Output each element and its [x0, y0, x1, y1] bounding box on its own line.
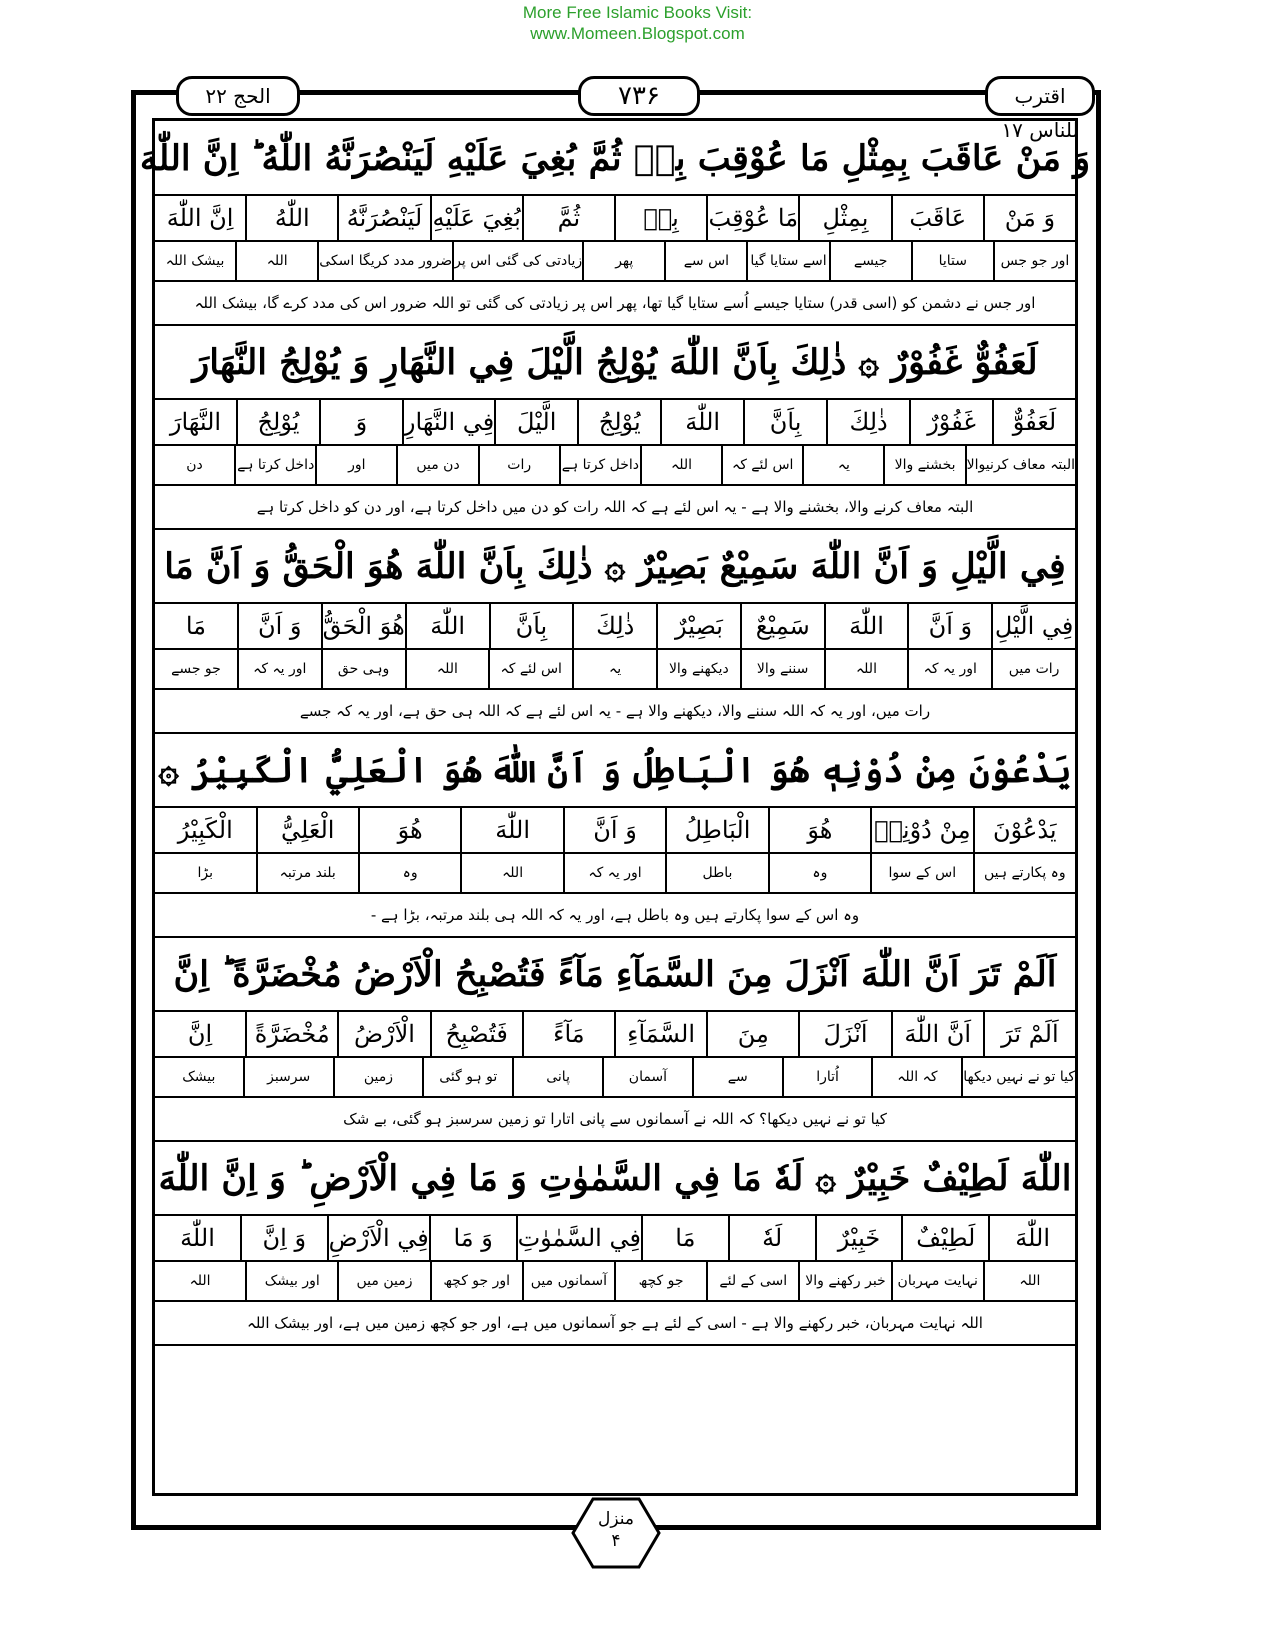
- arabic-word-cell: اَنَّ اللّٰهَ: [891, 1012, 983, 1056]
- arabic-word-cell: وَ: [319, 400, 402, 444]
- arabic-word-cell: بِاَنَّ: [743, 400, 826, 444]
- urdu-meaning-cell: اسی کے لئے: [706, 1262, 798, 1300]
- promo-line-2[interactable]: www.Momeen.Blogspot.com: [530, 24, 745, 43]
- arabic-word-cell: اَنْزَلَ: [798, 1012, 890, 1056]
- arabic-word-cell: لَعَفُوٌّ: [992, 400, 1075, 444]
- word-meaning-row: [155, 1262, 1075, 1302]
- arabic-word-cell: مَا: [641, 1216, 728, 1260]
- arabic-word-cell: لَطِيْفٌ: [901, 1216, 988, 1260]
- arabic-word-cell: فِي السَّمٰوٰتِ: [516, 1216, 641, 1260]
- arabic-word-cell: اللّٰهُ: [245, 196, 337, 240]
- urdu-meaning-cell: جو کچھ: [614, 1262, 706, 1300]
- arabic-word-cell: مُخْضَرَّةً: [245, 1012, 337, 1056]
- arabic-word-cell: اللّٰهَ: [824, 604, 908, 648]
- para-name-tab: [985, 76, 1095, 142]
- arabic-word-cell: ذٰلِكَ: [826, 400, 909, 444]
- word-by-word-row: [155, 196, 1075, 242]
- urdu-meaning-cell: اللہ: [405, 650, 489, 688]
- arabic-word-cell: مِنَ: [706, 1012, 798, 1056]
- urdu-meaning-cell: خبر رکھنے والا: [798, 1262, 890, 1300]
- promo-banner: [0, 2, 1275, 44]
- word-meaning-row: [155, 242, 1075, 282]
- urdu-meaning-cell: داخل کرتا ہے: [559, 446, 640, 484]
- urdu-meaning-cell: اور جو جس: [993, 242, 1075, 280]
- urdu-meaning-cell: اور بیشک: [245, 1262, 337, 1300]
- arabic-word-cell: لَهٗ: [728, 1216, 815, 1260]
- arabic-word-cell: وَ مَنْ: [983, 196, 1075, 240]
- urdu-meaning-cell: دن: [186, 457, 203, 473]
- urdu-meaning-cell: کہ اللہ: [871, 1058, 961, 1096]
- urdu-meaning-cell: رات میں: [991, 650, 1075, 688]
- urdu-meaning-cell: اس لئے کہ: [488, 650, 572, 688]
- word-meaning-row: [155, 854, 1075, 894]
- urdu-translation-line: اللہ نہایت مہربان، خبر رکھنے والا ہے - اسی کے لئے ہے جو آسمانوں میں ہے، اور جو کچھ زمین میں ہے، اور بیشک اللہ: [155, 1302, 1075, 1346]
- arabic-verse-line: لَعَفُوٌّ غَفُوْرٌ ۞ ذٰلِكَ بِاَنَّ اللّٰهَ يُوْلِجُ الَّيْلَ فِي النَّهَارِ وَ يُوْلِجُ النَّهَارَ: [155, 326, 1075, 400]
- arabic-word-cell: اللّٰهَ: [988, 1216, 1075, 1260]
- urdu-meaning-cell: اس لئے کہ: [721, 446, 802, 484]
- urdu-meaning-cell: اور یہ کہ: [237, 650, 321, 688]
- urdu-translation-line: البتہ معاف کرنے والا، بخشنے والا ہے - یہ اس لئے ہے کہ اللہ رات کو دن میں داخل کرتا ہے، اور دن کو داخل کرتا ہے: [155, 486, 1075, 530]
- urdu-meaning-cell: سننے والا: [740, 650, 824, 688]
- urdu-meaning-cell: پانی: [512, 1058, 602, 1096]
- verse-section: [155, 938, 1075, 1142]
- urdu-meaning-cell: آسمان: [602, 1058, 692, 1096]
- urdu-meaning-cell: ستایا: [911, 242, 993, 280]
- verse-section: [155, 734, 1075, 938]
- page-number: ۷۳۶: [618, 81, 660, 111]
- urdu-meaning-cell: وہ: [358, 854, 460, 892]
- arabic-word-cell: بِمِثْلِ: [798, 196, 890, 240]
- arabic-word-cell: مَا عُوْقِبَ: [706, 196, 798, 240]
- urdu-meaning-cell: اس کے سوا: [870, 854, 972, 892]
- arabic-word-cell: يَدْعُوْنَ: [973, 808, 1075, 852]
- urdu-meaning-cell: زیادتی کی گئی اس پر: [452, 242, 582, 280]
- arabic-word-cell: وَ اَنَّ: [907, 604, 991, 648]
- arabic-word-cell: الْبَاطِلُ: [665, 808, 767, 852]
- urdu-meaning-cell: نہایت مہربان: [891, 1262, 983, 1300]
- urdu-meaning-cell: تو ہو گئی: [422, 1058, 512, 1096]
- urdu-meaning-cell: بڑا: [197, 865, 214, 881]
- urdu-meaning-cell: دن میں: [396, 446, 477, 484]
- arabic-word-cell: سَمِيْعٌ: [740, 604, 824, 648]
- urdu-meaning-cell: اور یہ کہ: [563, 854, 665, 892]
- arabic-word-cell: النَّهَارَ: [169, 408, 222, 436]
- arabic-word-cell: مَآءً: [522, 1012, 614, 1056]
- urdu-meaning-cell: بخشنے والا: [883, 446, 964, 484]
- para-name-label: اقترب للناس ۱۷: [1001, 84, 1079, 142]
- arabic-word-cell: مِنْ دُوْنِهٖ: [870, 808, 972, 852]
- urdu-meaning-cell: وہ: [768, 854, 870, 892]
- arabic-word-cell: هُوَ الْحَقُّ: [321, 604, 405, 648]
- urdu-meaning-cell: اور: [315, 446, 396, 484]
- urdu-meaning-cell: ضرور مدد کریگا اسکی: [317, 242, 452, 280]
- arabic-word-cell: فِي الَّيْلِ: [991, 604, 1075, 648]
- urdu-translation-line: رات میں، اور یہ کہ اللہ سننے والا، دیکھنے والا ہے - یہ اس لئے ہے کہ اللہ ہی حق ہے، اور یہ کہ جسے: [155, 690, 1075, 734]
- urdu-meaning-cell: زمین: [333, 1058, 423, 1096]
- urdu-translation-line: اور جس نے دشمن کو (اسی قدر) ستایا جیسے اُسے ستایا گیا تھا، پھر اس پر زیادتی کی گئی تو اللہ ضرور اس کی مدد کرے گا، بیشک اللہ: [155, 282, 1075, 326]
- word-by-word-row: [155, 1012, 1075, 1058]
- urdu-meaning-cell: اُتارا: [782, 1058, 872, 1096]
- arabic-word-cell: الَّيْلَ: [494, 400, 577, 444]
- promo-line-1: More Free Islamic Books Visit:: [522, 3, 753, 22]
- arabic-word-cell: الْاَرْضُ: [337, 1012, 429, 1056]
- surah-name-label: الحج ۲۲: [205, 84, 271, 108]
- urdu-meaning-cell: وہ پکارتے ہیں: [973, 854, 1075, 892]
- arabic-word-cell: وَ مَا: [429, 1216, 516, 1260]
- arabic-word-cell: السَّمَآءِ: [614, 1012, 706, 1056]
- page-number-tab: [578, 76, 700, 116]
- urdu-meaning-cell: البتہ معاف کرنیوالا: [965, 446, 1075, 484]
- arabic-word-cell: اللّٰهَ: [405, 604, 489, 648]
- manzil-number: ۴: [611, 1531, 621, 1551]
- arabic-word-cell: اللّٰهَ: [460, 808, 562, 852]
- verse-section: [155, 1142, 1075, 1346]
- arabic-word-cell: وَ اَنَّ: [563, 808, 665, 852]
- urdu-meaning-cell: سے: [692, 1058, 782, 1096]
- arabic-word-cell: بِهٖ: [614, 196, 706, 240]
- urdu-meaning-cell: اللہ: [189, 1273, 211, 1289]
- arabic-word-cell: وَ اَنَّ: [237, 604, 321, 648]
- urdu-meaning-cell: جیسے: [829, 242, 911, 280]
- manzil-label-text: منزل: [598, 1509, 634, 1529]
- urdu-meaning-cell: اللہ: [460, 854, 562, 892]
- urdu-meaning-cell: اسے ستایا گیا: [746, 242, 828, 280]
- urdu-meaning-cell: زمین میں: [337, 1262, 429, 1300]
- verse-section: [155, 530, 1075, 734]
- arabic-verse-line: اَلَمْ تَرَ اَنَّ اللّٰهَ اَنْزَلَ مِنَ السَّمَآءِ مَآءً فَتُصْبِحُ الْاَرْضُ مُخْضَرَّةً ؕ اِنَّ: [155, 938, 1075, 1012]
- arabic-word-cell: يُوْلِجُ: [577, 400, 660, 444]
- urdu-meaning-cell: اور یہ کہ: [907, 650, 991, 688]
- arabic-word-cell: الْعَلِيُّ: [256, 808, 358, 852]
- urdu-meaning-cell: بلند مرتبہ: [256, 854, 358, 892]
- urdu-meaning-cell: دیکھنے والا: [656, 650, 740, 688]
- word-by-word-row: [155, 604, 1075, 650]
- arabic-word-cell: هُوَ: [768, 808, 870, 852]
- urdu-meaning-cell: یہ: [802, 446, 883, 484]
- arabic-word-cell: بَصِيْرٌ: [656, 604, 740, 648]
- arabic-word-cell: بِاَنَّ: [489, 604, 573, 648]
- arabic-word-cell: خَبِيْرٌ: [815, 1216, 902, 1260]
- urdu-meaning-cell: وہی حق: [321, 650, 405, 688]
- arabic-word-cell: بُغِيَ عَلَيْهِ: [430, 196, 522, 240]
- arabic-word-cell: اِنَّ اللّٰهَ: [166, 204, 234, 232]
- arabic-word-cell: اللّٰهَ: [180, 1224, 215, 1252]
- arabic-verse-line: فِي الَّيْلِ وَ اَنَّ اللّٰهَ سَمِيْعٌ بَصِيْرٌ ۞ ذٰلِكَ بِاَنَّ اللّٰهَ هُوَ الْحَقُّ وَ اَنَّ مَا: [155, 530, 1075, 604]
- urdu-meaning-cell: رات: [478, 446, 559, 484]
- manzil-label: [571, 1508, 661, 1552]
- urdu-meaning-cell: آسمانوں میں: [522, 1262, 614, 1300]
- arabic-word-cell: فِي النَّهَارِ: [402, 400, 494, 444]
- urdu-meaning-cell: اس سے: [664, 242, 746, 280]
- arabic-word-cell: غَفُوْرٌ: [909, 400, 992, 444]
- verse-section: [155, 326, 1075, 530]
- arabic-word-cell: ثُمَّ: [522, 196, 614, 240]
- arabic-word-cell: عَاقَبَ: [891, 196, 983, 240]
- urdu-meaning-cell: جو جسے: [171, 661, 221, 677]
- verse-content: [139, 122, 1091, 1346]
- urdu-meaning-cell: اور جو کچھ: [430, 1262, 522, 1300]
- urdu-meaning-cell: اللہ: [235, 242, 317, 280]
- arabic-word-cell: الْكَبِيْرُ: [177, 816, 233, 844]
- urdu-translation-line: وہ اس کے سوا پکارتے ہیں وہ باطل ہے، اور یہ کہ اللہ ہی بلند مرتبہ، بڑا ہے -: [155, 894, 1075, 938]
- arabic-word-cell: فَتُصْبِحُ: [430, 1012, 522, 1056]
- arabic-word-cell: مَا: [185, 612, 206, 640]
- arabic-word-cell: يُوْلِجُ: [236, 400, 319, 444]
- urdu-meaning-cell: پھر: [582, 242, 664, 280]
- urdu-meaning-cell: باطل: [665, 854, 767, 892]
- word-by-word-row: [155, 400, 1075, 446]
- word-meaning-row: [155, 446, 1075, 486]
- arabic-verse-line: يَدْعُوْنَ مِنْ دُوْنِهٖ هُوَ الْبَاطِلُ وَ اَنَّ اللّٰهَ هُوَ الْعَلِيُّ الْكَبِيْرُ ۞: [155, 734, 1075, 808]
- arabic-word-cell: اللّٰهَ: [660, 400, 743, 444]
- surah-name-tab: [176, 76, 300, 116]
- urdu-meaning-cell: اللہ: [983, 1262, 1075, 1300]
- word-by-word-row: [155, 1216, 1075, 1262]
- arabic-word-cell: ذٰلِكَ: [572, 604, 656, 648]
- arabic-word-cell: اِنَّ: [187, 1020, 213, 1048]
- arabic-word-cell: لَيَنْصُرَنَّهُ: [337, 196, 429, 240]
- arabic-word-cell: وَ اِنَّ: [240, 1216, 327, 1260]
- arabic-verse-line: اللّٰهَ لَطِيْفٌ خَبِيْرٌ ۞ لَهٗ مَا فِي السَّمٰوٰتِ وَ مَا فِي الْاَرْضِ ؕ وَ اِنَّ اللّٰهَ: [155, 1142, 1075, 1216]
- arabic-word-cell: اَلَمْ تَرَ: [983, 1012, 1075, 1056]
- urdu-translation-line: کیا تو نے نہیں دیکھا؟ کہ اللہ نے آسمانوں سے پانی اتارا تو زمین سرسبز ہو گئی، بے شک: [155, 1098, 1075, 1142]
- urdu-meaning-cell: یہ: [572, 650, 656, 688]
- verse-section: [139, 122, 1091, 326]
- urdu-meaning-cell: بیشک: [182, 1069, 216, 1085]
- urdu-meaning-cell: داخل کرتا ہے: [234, 446, 315, 484]
- urdu-meaning-cell: بیشک اللہ: [165, 253, 225, 269]
- word-meaning-row: [155, 650, 1075, 690]
- word-meaning-row: [155, 1058, 1075, 1098]
- arabic-word-cell: هُوَ: [358, 808, 460, 852]
- arabic-word-cell: فِي الْاَرْضِ: [327, 1216, 429, 1260]
- urdu-meaning-cell: اللہ: [640, 446, 721, 484]
- urdu-meaning-cell: کیا تو نے نہیں دیکھا: [961, 1058, 1075, 1096]
- word-by-word-row: [155, 808, 1075, 854]
- urdu-meaning-cell: سرسبز: [243, 1058, 333, 1096]
- urdu-meaning-cell: اللہ: [824, 650, 908, 688]
- arabic-verse-line: وَ مَنْ عَاقَبَ بِمِثْلِ مَا عُوْقِبَ بِهٖ ثُمَّ بُغِيَ عَلَيْهِ لَيَنْصُرَنَّهُ اللّٰهُ ؕ اِنَّ اللّٰهَ: [155, 122, 1075, 196]
